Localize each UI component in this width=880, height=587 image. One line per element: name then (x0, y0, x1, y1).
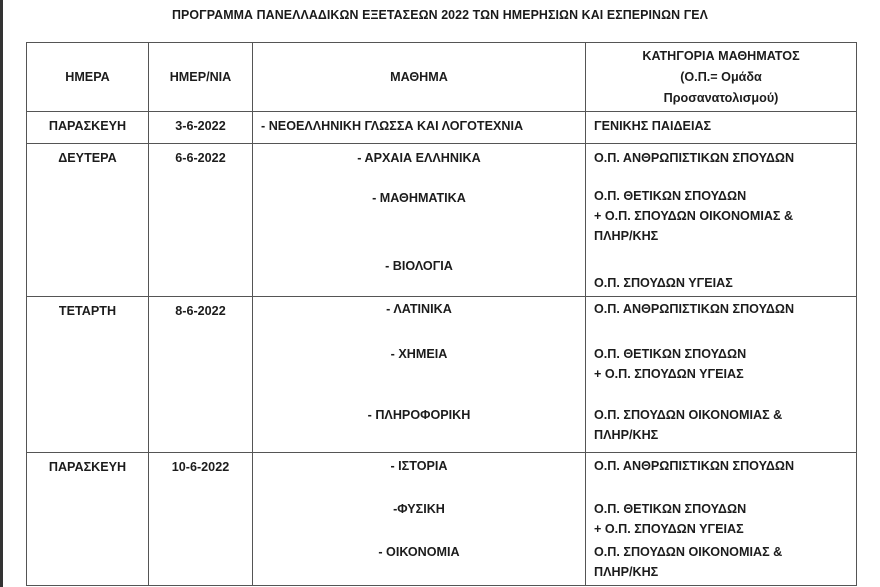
subject-item: - ΑΡΧΑΙΑ ΕΛΛΗΝΙΚΑ (357, 151, 481, 165)
subject-item: - ΜΑΘΗΜΑΤΙΚΑ (372, 191, 466, 205)
category-item: Ο.Π. ΘΕΤΙΚΩΝ ΣΠΟΥΔΩΝ + Ο.Π. ΣΠΟΥΔΩΝ ΥΓΕΙΑΣ (594, 502, 747, 536)
category-item: Ο.Π. ΑΝΘΡΩΠΙΣΤΙΚΩΝ ΣΠΟΥΔΩΝ (594, 459, 795, 473)
category-item: Ο.Π. ΑΝΘΡΩΠΙΣΤΙΚΩΝ ΣΠΟΥΔΩΝ (594, 302, 795, 316)
subject-item: - ΝΕΟΕΛΛΗΝΙΚΗ ΓΛΩΣΣΑ ΚΑΙ ΛΟΓΟΤΕΧΝΙΑ (261, 119, 524, 133)
category-item: Ο.Π. ΣΠΟΥΔΩΝ ΟΙΚΟΝΟΜΙΑΣ & ΠΛΗΡ/ΚΗΣ (594, 545, 783, 579)
header-subject: ΜΑΘΗΜΑ (253, 43, 586, 112)
document-title: ΠΡΟΓΡΑΜΜΑ ΠΑΝΕΛΛΑΔΙΚΩΝ ΕΞΕΤΑΣΕΩΝ 2022 ΤΩΝ ΗΜΕΡΗΣΙΩΝ ΚΑΙ ΕΣΠΕΡΙΝΩΝ ΓΕΛ (172, 7, 708, 22)
category-cell (586, 112, 857, 144)
table-row (27, 144, 857, 297)
left-edge-bar (0, 0, 3, 587)
date-cell: 6-6-2022 (149, 144, 253, 297)
category-item: Ο.Π. ΑΝΘΡΩΠΙΣΤΙΚΩΝ ΣΠΟΥΔΩΝ (594, 151, 795, 165)
category-item: Ο.Π. ΣΠΟΥΔΩΝ ΟΙΚΟΝΟΜΙΑΣ & ΠΛΗΡ/ΚΗΣ (594, 408, 783, 442)
category-cell (586, 453, 857, 586)
header-category-line1: ΚΑΤΗΓΟΡΙΑ ΜΑΘΗΜΑΤΟΣ (642, 48, 800, 63)
date-cell: 3-6-2022 (149, 112, 253, 144)
subject-item: - ΛΑΤΙΝΙΚΑ (386, 302, 452, 316)
header-category-line2: (Ο.Π.= Ομάδα (680, 69, 762, 84)
subject-cell (253, 144, 586, 297)
subject-item: - ΠΛΗΡΟΦΟΡΙΚΗ (367, 408, 471, 422)
category-cell (586, 144, 857, 297)
day-cell: ΤΕΤΑΡΤΗ (27, 297, 149, 453)
subject-item: - ΒΙΟΛΟΓΙΑ (385, 259, 453, 273)
table-header-row (27, 43, 857, 112)
date-cell: 8-6-2022 (149, 297, 253, 453)
category-item: Ο.Π. ΣΠΟΥΔΩΝ ΥΓΕΙΑΣ (594, 276, 733, 290)
day-cell: ΠΑΡΑΣΚΕΥΗ (27, 112, 149, 144)
subject-item: - ΙΣΤΟΡΙΑ (390, 459, 448, 473)
subject-cell (253, 112, 586, 144)
header-day: ΗΜΕΡΑ (27, 43, 149, 112)
subject-cell (253, 453, 586, 586)
category-cell (586, 297, 857, 453)
header-date: ΗΜΕΡ/ΝΙΑ (149, 43, 253, 112)
subject-cell (253, 297, 586, 453)
table-row (27, 453, 857, 586)
subject-item: - ΟΙΚΟΝΟΜΙΑ (378, 545, 460, 559)
category-item: Ο.Π. ΘΕΤΙΚΩΝ ΣΠΟΥΔΩΝ + Ο.Π. ΣΠΟΥΔΩΝ ΥΓΕΙΑΣ (594, 347, 747, 381)
exam-schedule-table (26, 42, 857, 586)
category-item: ΓΕΝΙΚΗΣ ΠΑΙΔΕΙΑΣ (594, 119, 712, 133)
header-category (586, 43, 857, 112)
table-row (27, 112, 857, 144)
date-cell: 10-6-2022 (149, 453, 253, 586)
day-cell: ΔΕΥΤΕΡΑ (27, 144, 149, 297)
header-category-line3: Προσανατολισμού) (663, 90, 779, 105)
subject-item: - ΧΗΜΕΙΑ (390, 347, 448, 361)
day-cell: ΠΑΡΑΣΚΕΥΗ (27, 453, 149, 586)
table-row (27, 297, 857, 453)
subject-item: -ΦΥΣΙΚΗ (393, 502, 445, 516)
category-item: Ο.Π. ΘΕΤΙΚΩΝ ΣΠΟΥΔΩΝ + Ο.Π. ΣΠΟΥΔΩΝ ΟΙΚΟΝΟΜΙΑΣ & ΠΛΗΡ/ΚΗΣ (594, 189, 794, 243)
